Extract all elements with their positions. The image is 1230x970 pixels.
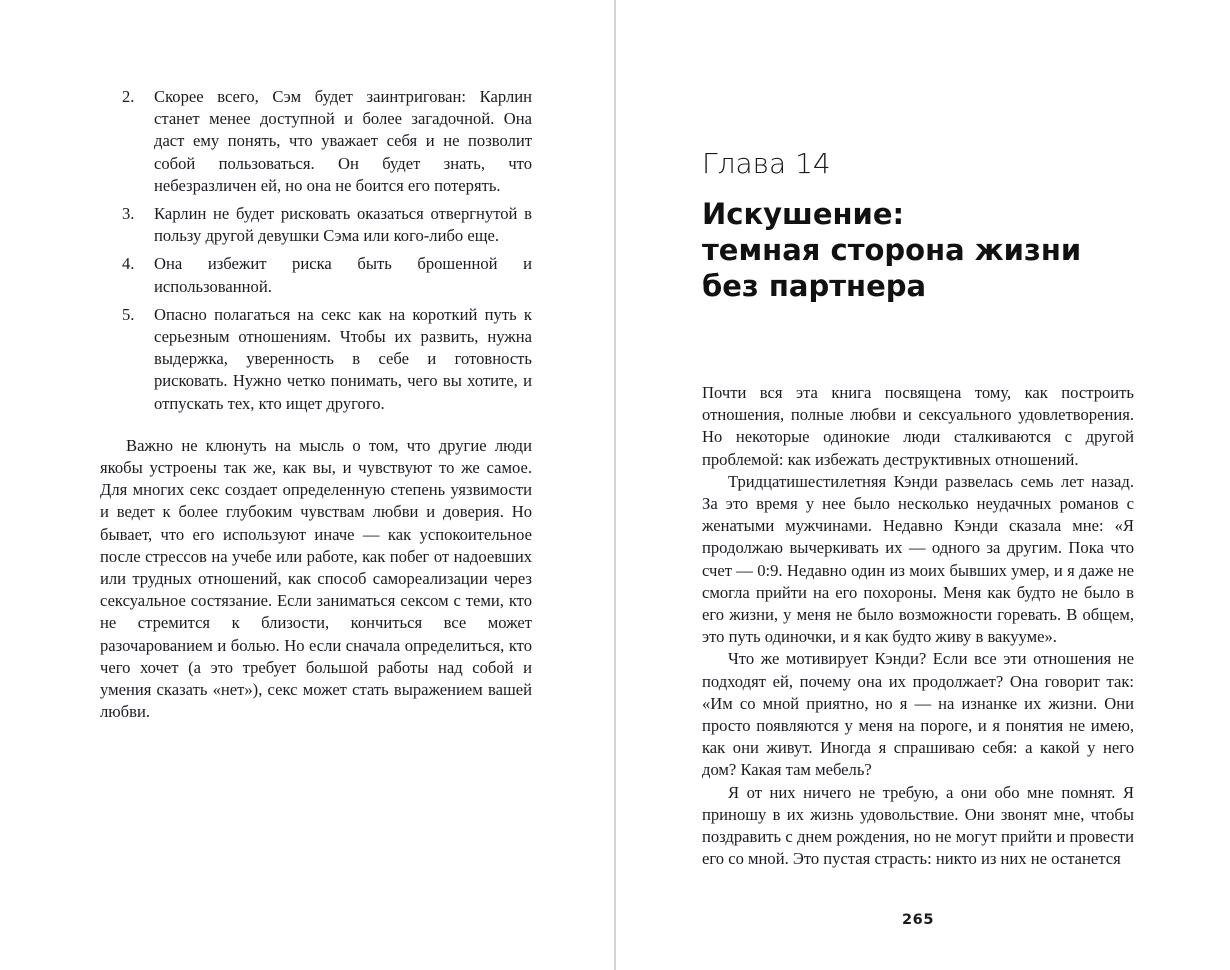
right-page [616,0,1230,970]
chapter-title-line: темная сторона жизни [702,233,1082,267]
chapter-title [702,196,1134,304]
list-item-number: 4. [122,254,135,274]
list-item-text: Она избежит риска быть брошенной и использованной. [154,254,532,296]
body-paragraph: Почти вся эта книга посвящена тому, как построить отношения, полные любви и сексуального удовлетворения. Но некоторые одинокие люди сталкиваются с другой проблемой: как избежать деструктивных отношений. [702,383,1134,469]
list-item [100,253,532,297]
chapter-title-line: без партнера [702,269,927,303]
list-item-number: 3. [122,204,135,224]
list-item-text: Скорее всего, Сэм будет заинтригован: Карлин станет менее доступной и более загадочной. Она даст ему понять, что уважает себя и не позволит собой пользоваться. Он будет знать, что небезразличен ей, но она не боится его потерять. [154,87,532,195]
list-item-number: 5. [122,304,135,324]
list-item-text: Карлин не будет рисковать оказаться отвергнутой в пользу другой девушки Сэма или кого-либо еще. [154,204,532,246]
body-paragraph: Тридцатишестилетняя Кэнди развелась семь лет назад. За это время у нее было несколько неудачных романов с женатыми мужчинами. Недавно Кэнди сказала мне: «Я продолжаю вычеркивать их — одного за другим. Пока что счет — 0:9. Недавно один из моих бывших умер, и я даже не смогла прийти на его похороны. Меня как будто не было в его жизни, у меня не было возможности горевать. В общем, это путь одиночки, и я как будто живу в вакууме». [702,471,1134,647]
body-paragraph: Что же мотивирует Кэнди? Если все эти отношения не подходят ей, почему она их продолжает? Она говорит так: «Им со мной приятно, но я — на изнанке их жизни. Они просто появляются у меня на пороге, и я понятия не имею, как они живут. Иногда я спрашиваю себя: а какой у него дом? Какая там мебель? [702,649,1134,780]
page-number: 265 [901,912,935,929]
list-item-number: 2. [122,87,135,106]
chapter-title-line: Искушение: [702,197,905,231]
numbered-list [100,86,532,415]
list-item [100,304,532,415]
list-item [100,86,532,197]
list-item [100,203,532,247]
left-page [0,0,614,970]
list-item-text: Опасно полагаться на секс как на короткий путь к серьезным отношениям. Чтобы их развить, нужна выдержка, уверенность в себе и готовность рисковать. Нужно четко понимать, чего вы хотите, и отпускать тех, кто ищет другого. [154,304,532,413]
chapter-label: Глава 14 [702,147,831,180]
chapter-body [702,382,1134,870]
body-paragraph: Я от них ничего не требую, а они обо мне помнят. Я приношу в их жизнь удовольствие. Они звонят мне, чтобы поздравить с днем рождения, но не могут прийти и провести его со мной. Это пустая страсть: никто из них не останется [702,782,1134,869]
body-paragraph: Важно не клюнуть на мысль о том, что другие люди якобы устроены так же, как вы, и чувствуют то же самое. Для многих секс создает определенную степень уязвимости и ведет к более глубоким чувствам любви и доверия. Но бывает, что его используют иначе — как успокоительное после стрессов на учебе или работе, как побег от надоевших или трудных отношений, как способ самореализации через сексуальное состязание. Если заниматься сексом с теми, кто не стремится к близости, кончиться все может разочарованием и болью. Но если сначала определиться, кто чего хочет (а это требует большой работы над собой и умения сказать «нет»), секс может стать выражением вашей любви. [100,435,532,722]
